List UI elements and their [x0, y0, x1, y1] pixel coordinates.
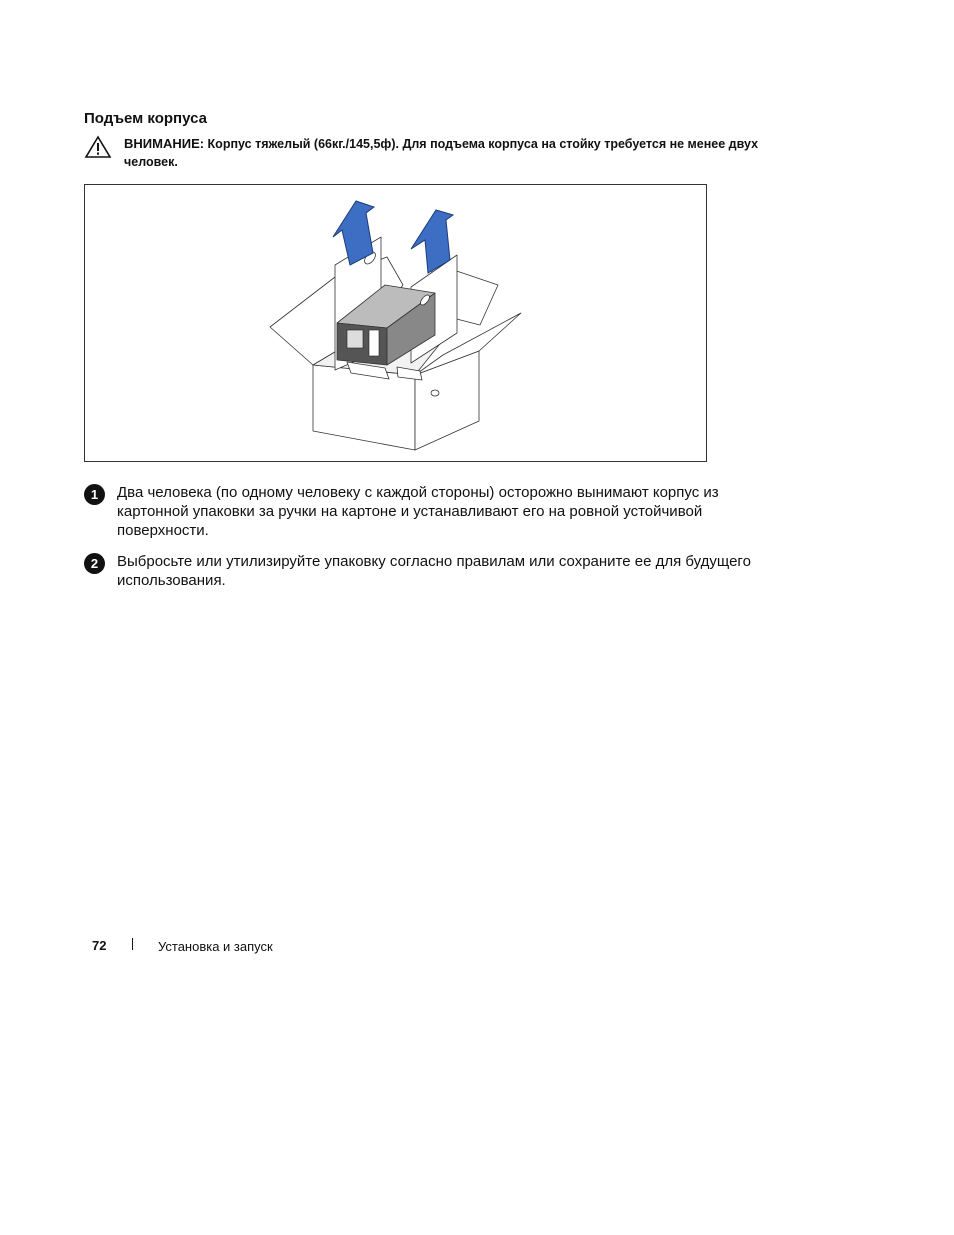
box-lifting-drawing — [85, 185, 708, 463]
step-text: Два человека (по одному человеку с каждой стороны) осторожно вынимают корпус из картонной упаковки за ручки на картоне и устанавливают его на ровной устойчивой поверхности. — [117, 484, 719, 539]
page-footer — [92, 938, 492, 958]
page-number: 72 — [92, 938, 107, 953]
warning-text — [124, 135, 764, 171]
ups-display-panel — [347, 330, 363, 348]
chapter-title: Установка и запуск — [158, 939, 273, 954]
warning-triangle-icon — [84, 135, 112, 159]
step-text: Выбросьте или утилизируйте упаковку согласно правилам или сохраните ее для будущего использования. — [117, 553, 751, 589]
footer-divider — [132, 938, 133, 950]
step-number-badge: 2 — [84, 553, 105, 574]
lift-arrow-left — [333, 201, 374, 265]
warning-label: ВНИМАНИЕ: — [124, 136, 205, 151]
ups-label-plate — [369, 330, 379, 356]
warning-message: Корпус тяжелый (66кг./145,5ф). Для подъема корпуса на стойку требуется не менее двух человек. — [124, 137, 759, 169]
section-title: Подъем корпуса — [84, 110, 207, 127]
step-number-badge: 1 — [84, 484, 105, 505]
unpacking-illustration — [84, 184, 707, 462]
